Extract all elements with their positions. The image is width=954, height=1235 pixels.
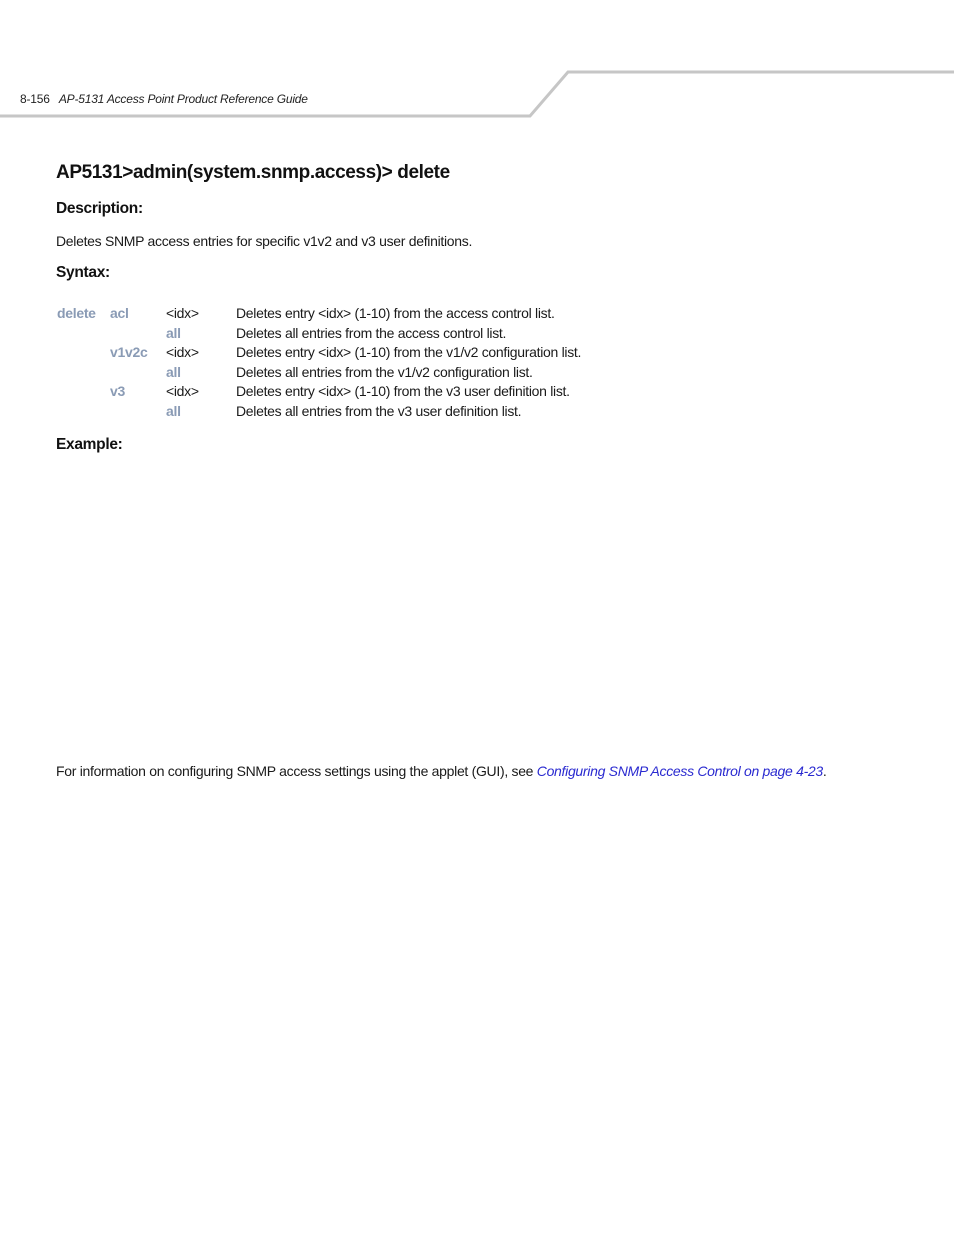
header-rule [0, 0, 954, 130]
description-heading: Description: [56, 200, 143, 217]
syntax-keyword-argument: all [166, 363, 181, 380]
example-heading: Example: [56, 436, 123, 453]
running-head [20, 92, 308, 106]
syntax-subcommand: v3 [110, 383, 125, 399]
page-number: 8-156 [20, 92, 50, 106]
syntax-description: Deletes all entries from the v3 user definition list. [236, 402, 522, 419]
command-title: AP5131>admin(system.snmp.access)> delete [56, 162, 450, 183]
syntax-description: Deletes all entries from the v1/v2 configuration list. [236, 363, 533, 380]
syntax-keyword-argument: all [166, 324, 181, 341]
syntax-command: delete [57, 305, 96, 321]
syntax-description: Deletes entry <idx> (1-10) from the v3 user definition list. [236, 383, 570, 399]
syntax-description: Deletes entry <idx> (1-10) from the access control list. [236, 305, 555, 321]
syntax-subcommand: v1v2c [110, 344, 148, 360]
cross-reference-link[interactable]: Configuring SNMP Access Control on page 4-23 [536, 763, 823, 779]
syntax-heading: Syntax: [56, 264, 110, 281]
description-text: Deletes SNMP access entries for specific v1v2 and v3 user definitions. [56, 233, 473, 249]
syntax-description: Deletes all entries from the access control list. [236, 324, 507, 341]
syntax-description: Deletes entry <idx> (1-10) from the v1/v2 configuration list. [236, 344, 582, 360]
footer-note-suffix: . [822, 763, 827, 779]
guide-title: AP-5131 Access Point Product Reference Guide [58, 92, 308, 106]
syntax-subcommand: acl [110, 305, 129, 321]
footer-note-text: For information on configuring SNMP access settings using the applet (GUI), see [56, 763, 537, 779]
syntax-argument: <idx> [166, 305, 199, 321]
syntax-argument: <idx> [166, 344, 199, 360]
footer-note [56, 763, 827, 779]
syntax-keyword-argument: all [166, 402, 181, 419]
syntax-argument: <idx> [166, 383, 199, 399]
